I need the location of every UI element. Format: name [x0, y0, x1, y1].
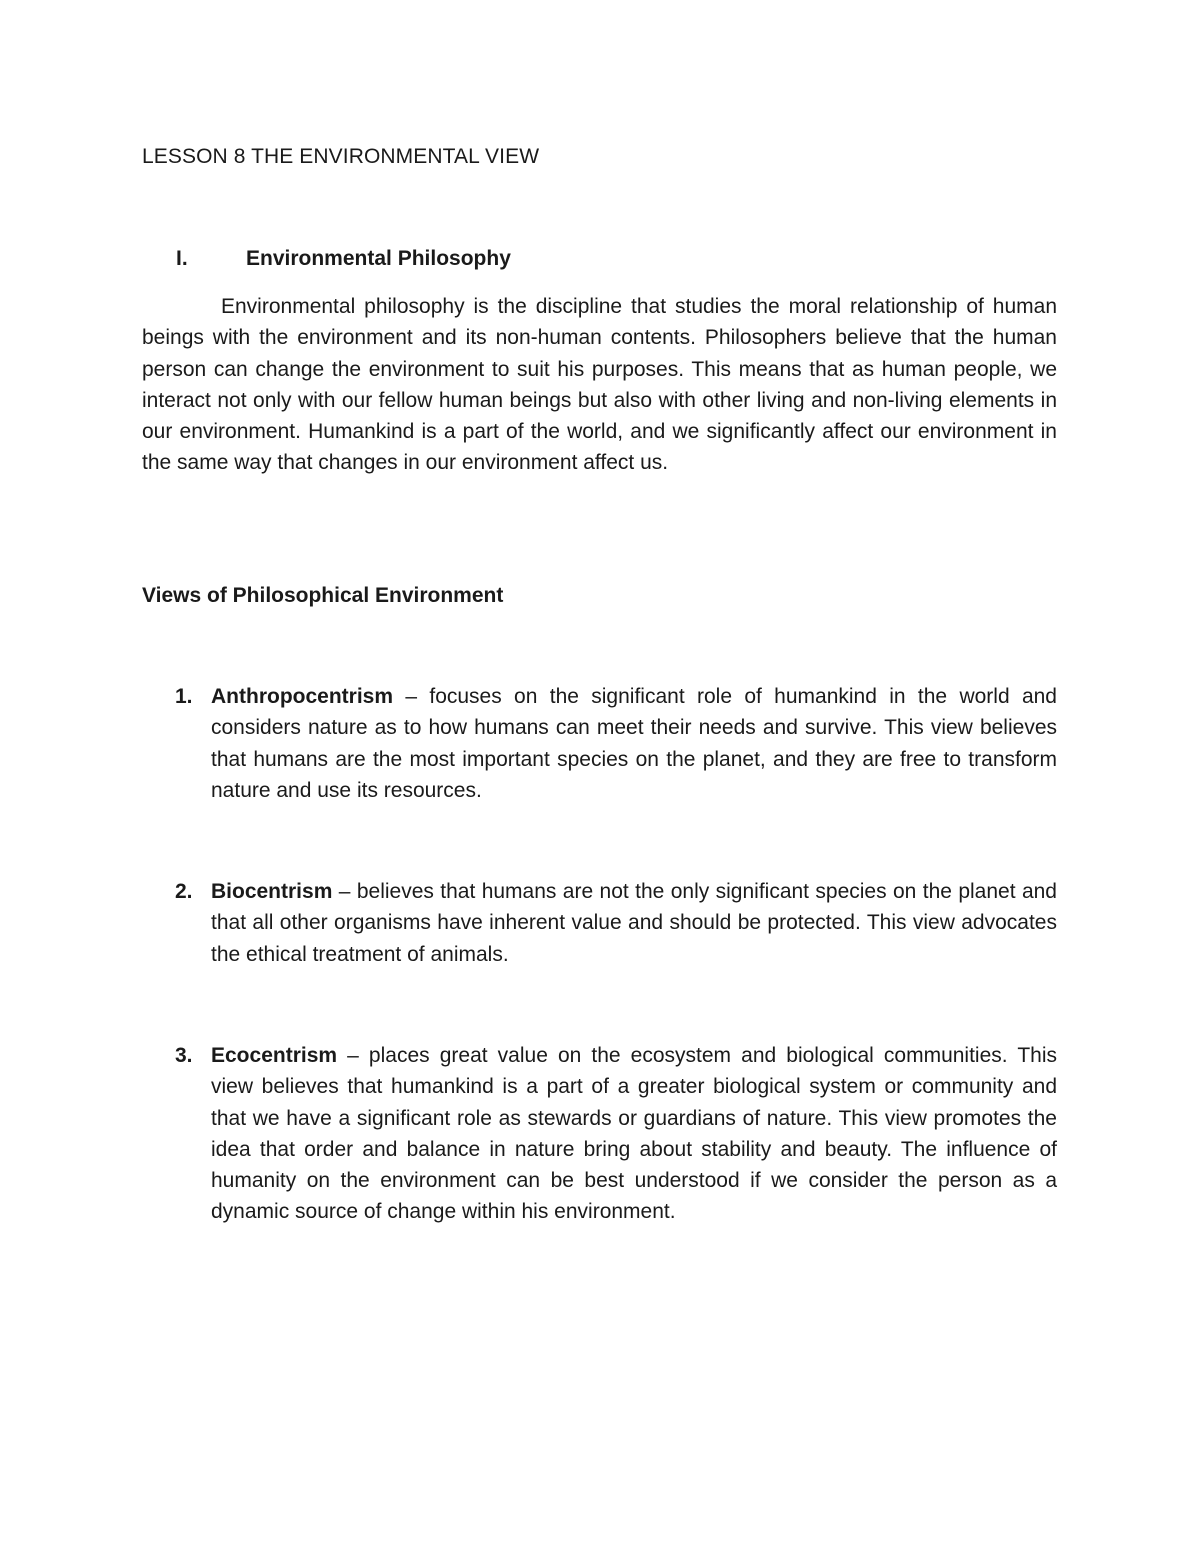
view-number: 3. — [175, 1044, 193, 1067]
section-numeral: I. — [176, 247, 188, 270]
view-description: – focuses on the significant role of humankind in the world and considers nature as to how humans can meet their needs and survive. This view believes that humans are the most important species on the planet, and they are free to transform nature and use its resources. — [211, 685, 1057, 802]
views-heading: Views of Philosophical Environment — [142, 584, 504, 607]
view-description: – believes that humans are not the only significant species on the planet and that all other organisms have inherent value and should be protected. This view advocates the ethical treatment of animals. — [211, 880, 1057, 966]
section-heading — [176, 245, 511, 273]
view-item-ecocentrism — [175, 1040, 1057, 1228]
view-term: Biocentrism — [211, 880, 333, 903]
section-heading-text: Environmental Philosophy — [246, 247, 511, 270]
lesson-title: LESSON 8 THE ENVIRONMENTAL VIEW — [142, 145, 540, 168]
view-item-biocentrism — [175, 876, 1057, 970]
intro-paragraph: Environmental philosophy is the discipline that studies the moral relationship of human beings with the environment and its non-human contents. Philosophers believe that the human person can change the environment to suit his purposes. This means that as human people, we interact not only with our fellow human beings but also with other living and non-living elements in our environment. Humankind is a part of the world, and we significantly affect our environment in the same way that changes in our environment affect us. — [142, 295, 1057, 475]
view-description: – places great value on the ecosystem and biological communities. This view believes that humankind is a part of a greater biological system or community and that we have a significant role as stewards or guardians of nature. This view promotes the idea that order and balance in nature bring about stability and beauty. The influence of humanity on the environment can be best understood if we consider the person as a dynamic source of change within his environment. — [211, 1044, 1057, 1224]
view-item-anthropocentrism — [175, 681, 1057, 806]
view-term: Anthropocentrism — [211, 685, 394, 708]
view-number: 1. — [175, 685, 193, 708]
view-number: 2. — [175, 880, 193, 903]
view-term: Ecocentrism — [211, 1044, 338, 1067]
